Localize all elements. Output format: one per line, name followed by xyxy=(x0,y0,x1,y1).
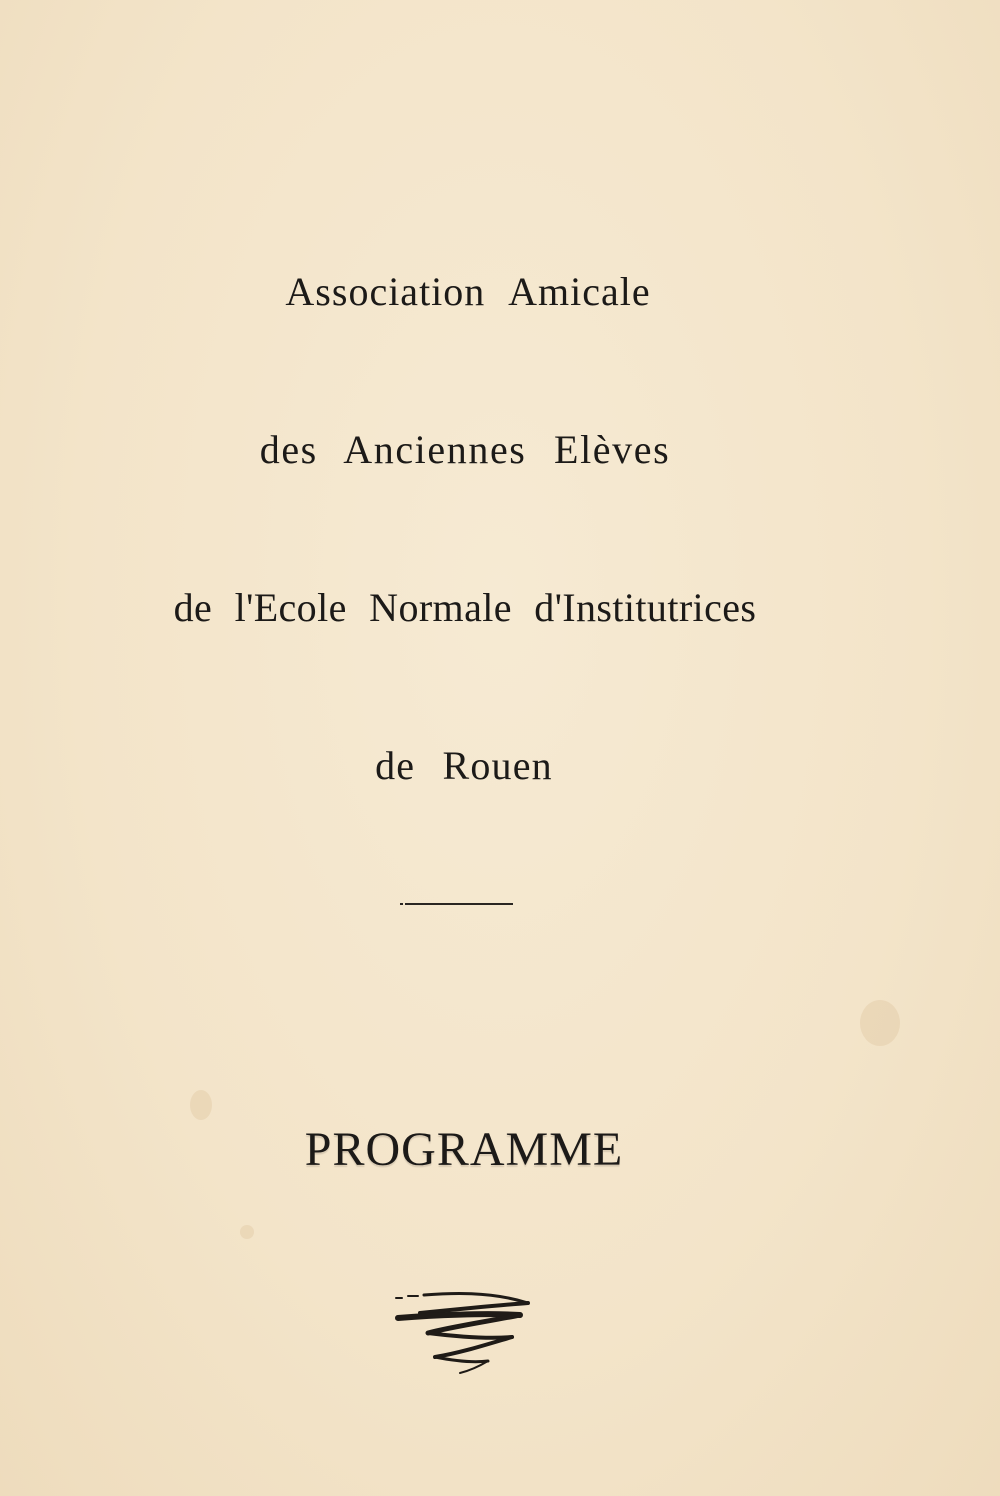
title-line-3: de l'Ecole Normale d'Institutrices xyxy=(173,585,757,630)
divider-rule xyxy=(405,903,513,905)
divider-dot xyxy=(400,903,403,905)
title-line-1: Association Amicale xyxy=(285,269,651,314)
paper-stain xyxy=(240,1225,254,1239)
flourish-ornament xyxy=(390,1285,540,1380)
paper-stain xyxy=(860,1000,900,1046)
programme-heading: PROGRAMME xyxy=(304,1123,624,1176)
title-line-4: de Rouen xyxy=(375,743,553,788)
paper-stain xyxy=(190,1090,212,1120)
title-line-2: des Anciennes Elèves xyxy=(259,427,671,472)
